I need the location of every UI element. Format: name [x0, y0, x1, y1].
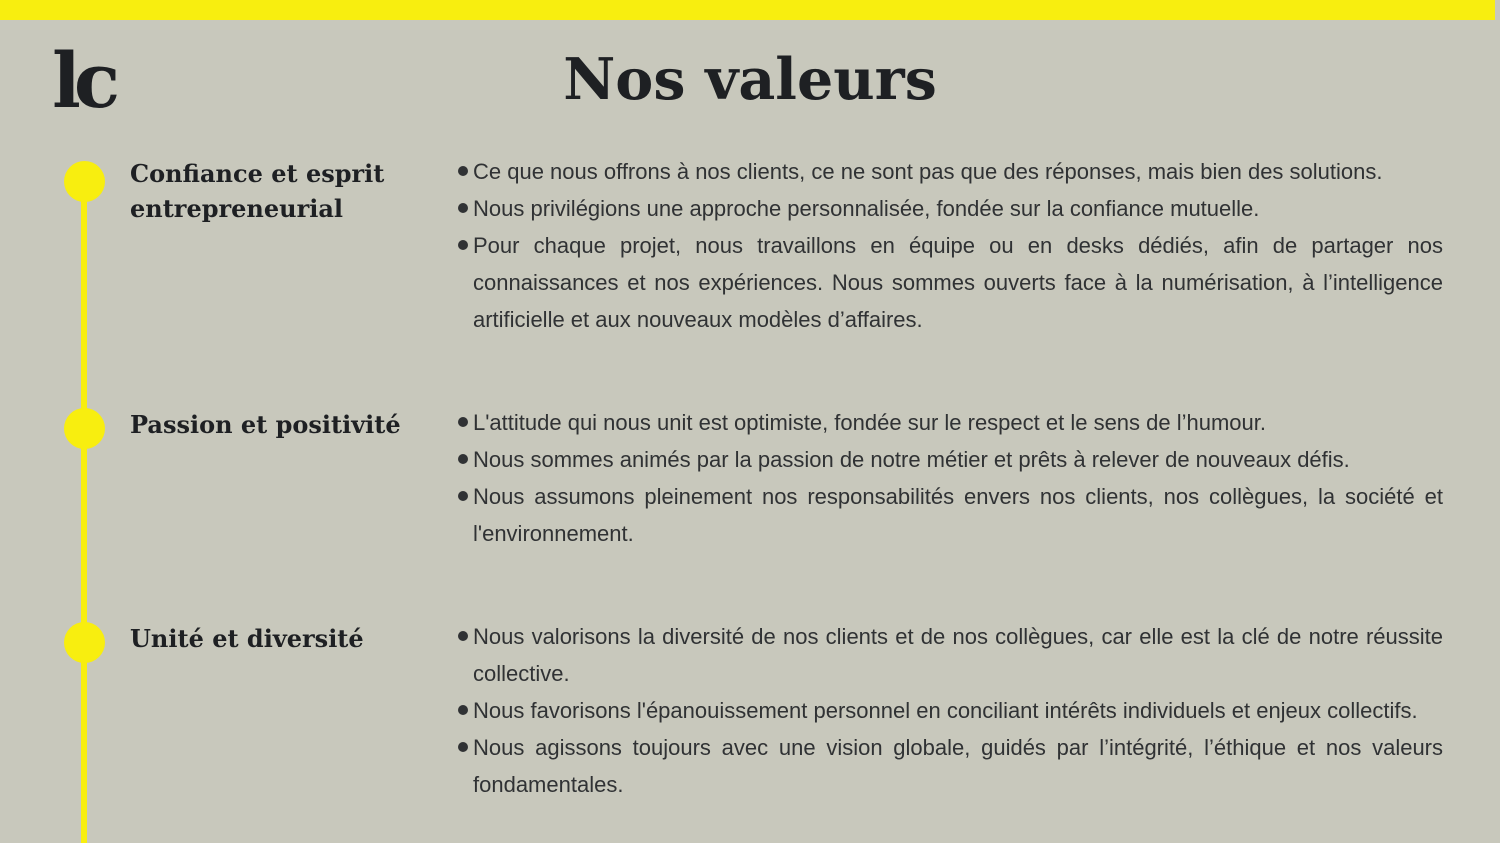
bullet-item: Nous valorisons la diversité de nos clients et de nos collègues, car elle est la clé de notre réussite collective. — [458, 618, 1443, 692]
top-accent-bar — [0, 0, 1495, 20]
section-heading-unite: Unité et diversité — [130, 624, 364, 653]
bullet-item: Nous sommes animés par la passion de notre métier et prêts à relever de nouveaux défis. — [458, 441, 1443, 478]
timeline-dot-3 — [64, 622, 105, 663]
bullet-item: Nous favorisons l'épanouissement personnel en conciliant intérêts individuels et enjeux collectifs. — [458, 692, 1443, 729]
bullet-item: Nous agissons toujours avec une vision globale, guidés par l’intégrité, l’éthique et nos valeurs fondamentales. — [458, 729, 1443, 803]
bullet-item: Pour chaque projet, nous travaillons en équipe ou en desks dédiés, afin de partager nos connaissances et nos expériences. Nous sommes ouverts face à la numérisation, à l’intelligence artificielle et aux nouveaux modèles d’affaires. — [458, 227, 1443, 338]
bullet-list-confiance — [458, 153, 1443, 338]
company-logo: lc — [52, 36, 114, 125]
section-heading-confiance: Confiance et esprit entrepreneurial — [130, 159, 385, 223]
bullet-item: Ce que nous offrons à nos clients, ce ne sont pas que des réponses, mais bien des solutions. — [458, 153, 1443, 190]
bullet-item: Nous privilégions une approche personnalisée, fondée sur la confiance mutuelle. — [458, 190, 1443, 227]
timeline-line — [81, 181, 87, 843]
bullet-item: Nous assumons pleinement nos responsabilités envers nos clients, nos collègues, la société et l'environnement. — [458, 478, 1443, 552]
timeline-dot-1 — [64, 161, 105, 202]
page-title: Nos valeurs — [563, 46, 937, 113]
bullet-list-passion — [458, 404, 1443, 552]
bullet-list-unite — [458, 618, 1443, 803]
section-heading-passion: Passion et positivité — [130, 410, 401, 439]
bullet-item: L'attitude qui nous unit est optimiste, fondée sur le respect et le sens de l’humour. — [458, 404, 1443, 441]
timeline-dot-2 — [64, 408, 105, 449]
